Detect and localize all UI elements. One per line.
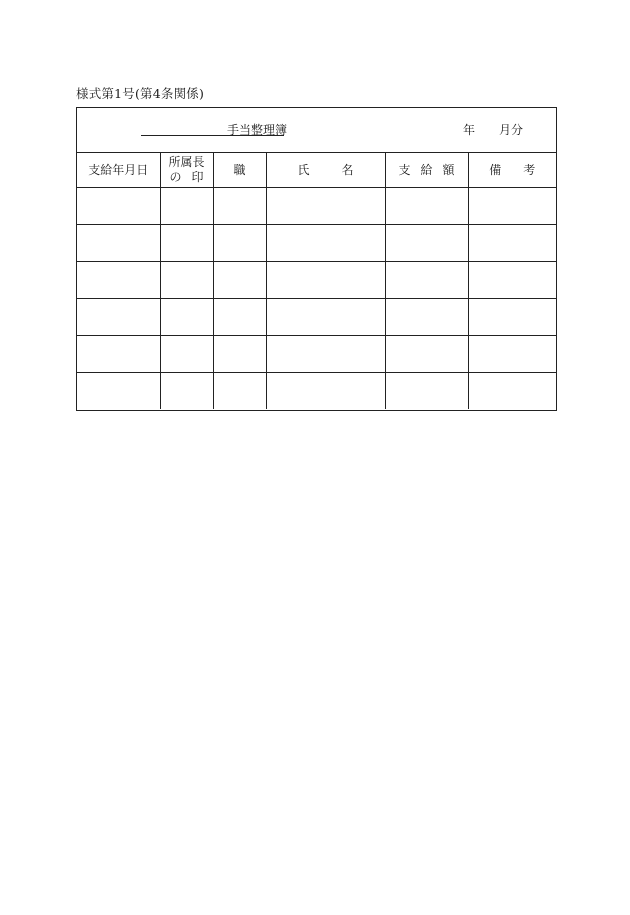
- cell-seal[interactable]: [160, 373, 213, 410]
- cell-seal[interactable]: [160, 262, 213, 299]
- cell-position[interactable]: [213, 262, 266, 299]
- cell-seal[interactable]: [160, 225, 213, 262]
- seal-header-no: の: [169, 169, 182, 184]
- cell-seal[interactable]: [160, 299, 213, 336]
- cell-date[interactable]: [77, 225, 160, 262]
- name-header-part1: 氏: [297, 163, 310, 177]
- name-header-part2: 名: [341, 163, 354, 177]
- column-header-amount: [385, 152, 468, 188]
- cell-remarks[interactable]: [468, 373, 556, 410]
- cell-date[interactable]: [77, 188, 160, 225]
- cell-amount[interactable]: [385, 299, 468, 336]
- cell-name[interactable]: [266, 336, 385, 373]
- table-header-row: [77, 152, 556, 188]
- ledger-title: 手当整理簿: [227, 123, 288, 137]
- cell-position[interactable]: [213, 299, 266, 336]
- cell-position[interactable]: [213, 188, 266, 225]
- table-row: [77, 336, 556, 373]
- cell-date[interactable]: [77, 373, 160, 410]
- table-row: [77, 188, 556, 225]
- cell-remarks[interactable]: [468, 299, 556, 336]
- column-header-position: 職: [213, 152, 266, 188]
- cell-amount[interactable]: [385, 188, 468, 225]
- cell-remarks[interactable]: [468, 188, 556, 225]
- cell-seal[interactable]: [160, 188, 213, 225]
- cell-name[interactable]: [266, 299, 385, 336]
- table-row: [77, 373, 556, 410]
- cell-amount[interactable]: [385, 225, 468, 262]
- cell-amount[interactable]: [385, 336, 468, 373]
- title-row: [77, 108, 556, 153]
- cell-date[interactable]: [77, 299, 160, 336]
- allowance-ledger-form: [76, 107, 557, 411]
- remarks-header-part2: 考: [523, 163, 536, 177]
- amount-header-part2: 給: [420, 163, 433, 177]
- cell-remarks[interactable]: [468, 262, 556, 299]
- column-header-date: 支給年月日: [77, 152, 160, 188]
- cell-remarks[interactable]: [468, 225, 556, 262]
- cell-name[interactable]: [266, 373, 385, 410]
- cell-date[interactable]: [77, 336, 160, 373]
- table-row: [77, 225, 556, 262]
- amount-header-part3: 額: [442, 163, 455, 177]
- remarks-header-part1: 備: [489, 163, 502, 177]
- column-header-remarks: [468, 152, 556, 188]
- cell-name[interactable]: [266, 262, 385, 299]
- month-label: 月分: [499, 123, 524, 137]
- seal-header-in: 印: [191, 169, 204, 184]
- cell-amount[interactable]: [385, 262, 468, 299]
- amount-header-part1: 支: [398, 163, 411, 177]
- table-row: [77, 262, 556, 299]
- cell-position[interactable]: [213, 336, 266, 373]
- cell-name[interactable]: [266, 188, 385, 225]
- year-label: 年: [463, 123, 476, 137]
- cell-date[interactable]: [77, 262, 160, 299]
- cell-remarks[interactable]: [468, 336, 556, 373]
- cell-amount[interactable]: [385, 373, 468, 410]
- seal-header-line1: 所属長: [168, 154, 205, 169]
- cell-seal[interactable]: [160, 336, 213, 373]
- cell-name[interactable]: [266, 225, 385, 262]
- form-number-label: 様式第1号(第4条関係): [76, 86, 205, 101]
- ledger-table: [77, 152, 556, 409]
- cell-position[interactable]: [213, 373, 266, 410]
- table-row: [77, 299, 556, 336]
- column-header-seal: [160, 152, 213, 188]
- cell-position[interactable]: [213, 225, 266, 262]
- column-header-name: [266, 152, 385, 188]
